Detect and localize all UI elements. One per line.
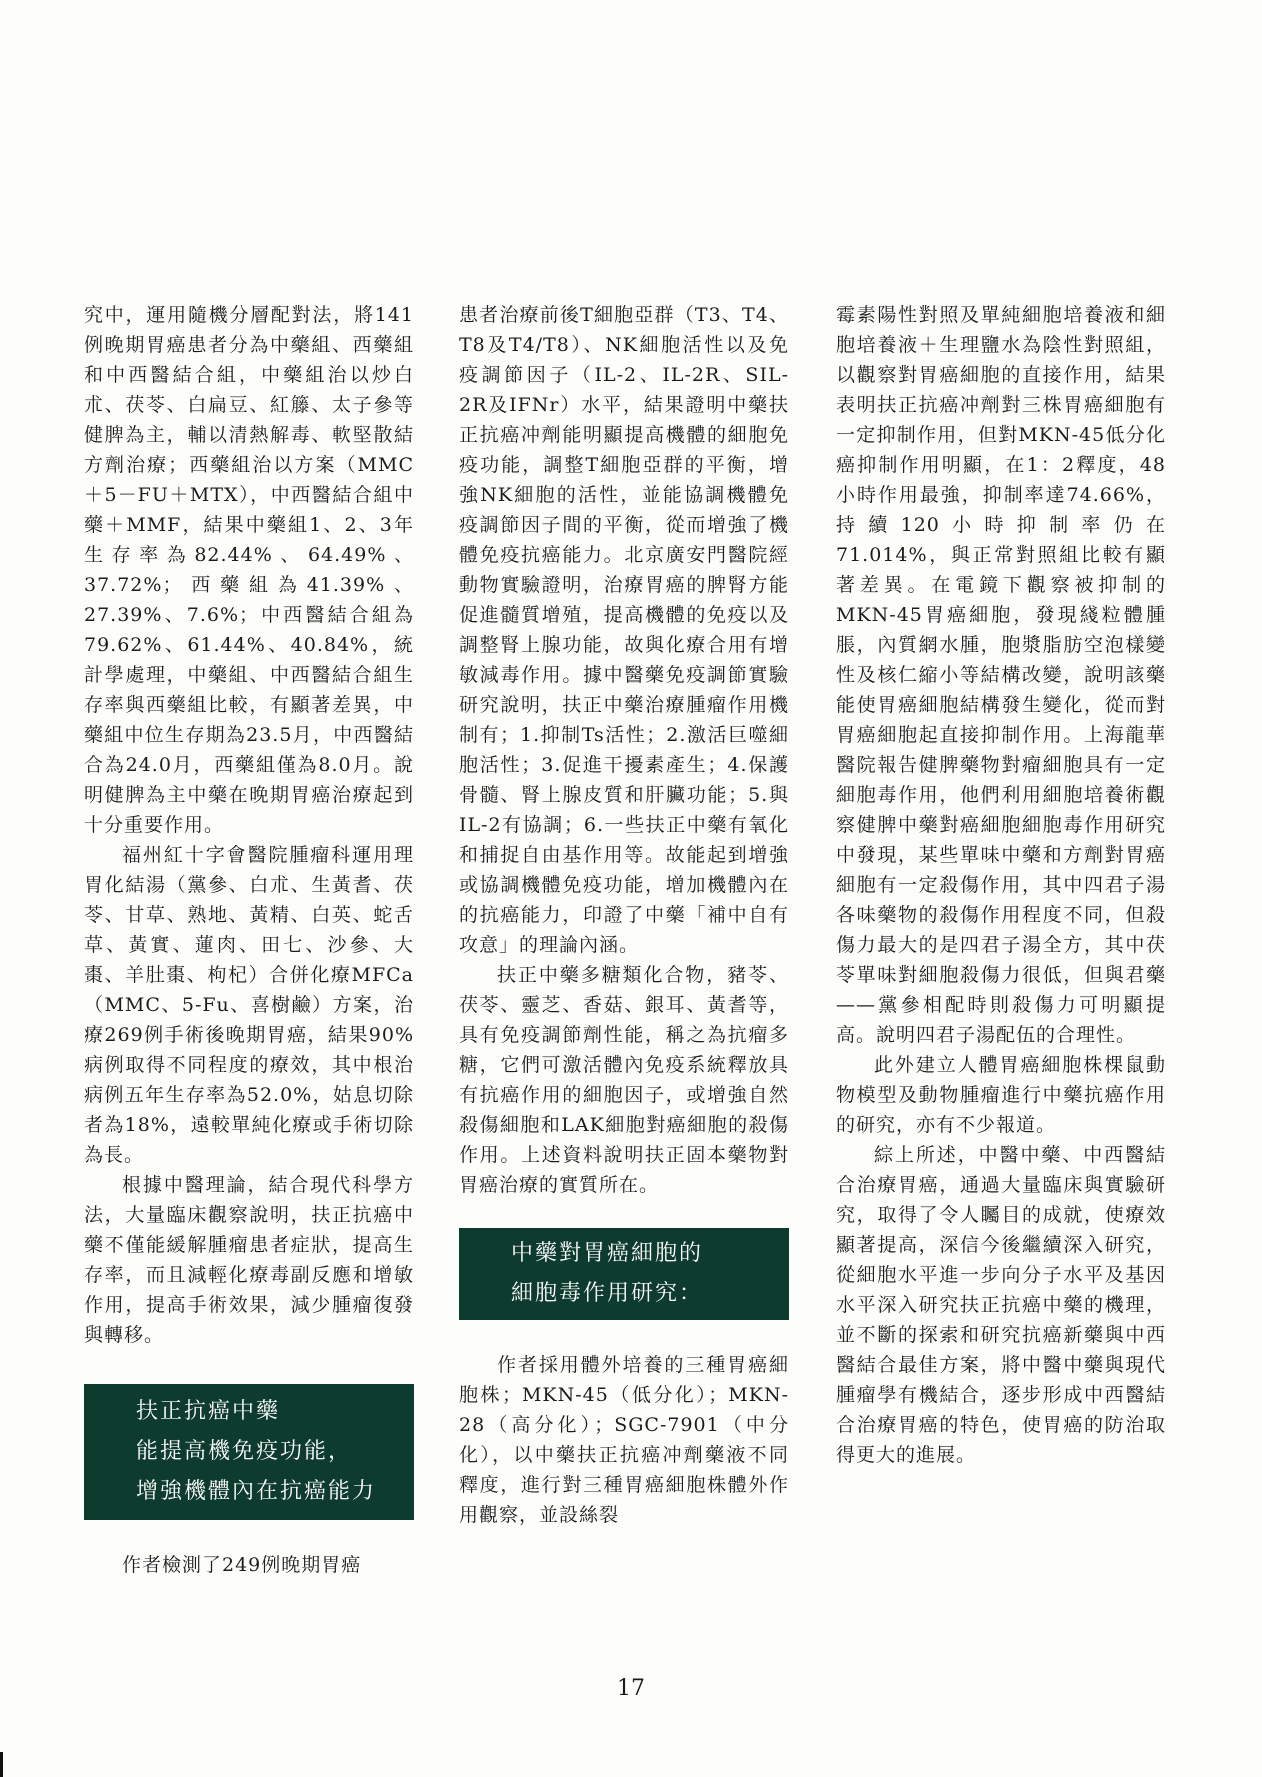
column-3 xyxy=(836,300,1166,1470)
paragraph: 福州紅十字會醫院腫瘤科運用理胃化結湯（黨參、白朮、生黃耆、茯苓、甘草、熟地、黃精、白英、蛇舌草、黃實、蓮肉、田七、沙參、大棗、羊肚棗、枸杞）合併化療MFCa（MMC、5-Fu、喜樹鹼）方案，治療269例手術後晚期胃癌，結果90%病例取得不同程度的療效，其中根治病例五年生存率為52.0%，姑息切除者為18%，遠較單純化療或手術切除為長。 xyxy=(84,844,414,1166)
column-1 xyxy=(84,300,414,1580)
heading-line: 中藥對胃癌細胞的 xyxy=(511,1241,704,1266)
scan-edge-mark xyxy=(0,1752,3,1777)
paragraph: 扶正中藥多糖類化合物，豬苓、茯苓、靈芝、香菇、銀耳、黃耆等，具有免疫調節劑性能，稱之為抗瘤多糖，它們可激活體內免疫系統釋放具有抗癌作用的細胞因子，或增強自然殺傷細胞和LAK細胞對癌細胞的殺傷作用。上述資料說明扶正固本藥物對胃癌治療的實質所在。 xyxy=(459,964,789,1196)
paragraph: 患者治療前後T細胞亞群（T3、T4、T8及T4/T8）、NK細胞活性以及免疫調節因子（IL-2、IL-2R、SIL-2R及IFNr）水平，結果證明中藥扶正抗癌冲劑能明顯提高機體的細胞免疫功能，調整T細胞亞群的平衡，增強NK細胞的活性，並能協調機體免疫調節因子間的平衡，從而增強了機體免疫抗癌能力。北京廣安門醫院經動物實驗證明，治療胃癌的脾腎方能促進髓質增殖，提高機體的免疫以及調整腎上腺功能，故與化療合用有增敏減毒作用。據中醫藥免疫調節實驗研究說明，扶正中藥治療腫瘤作用機制有；1.抑制Ts活性；2.激活巨噬細胞活性；3.促進干擾素產生；4.保護骨髓、腎上腺皮質和肝臟功能；5.與IL-2有協調；6.一些扶正中藥有氧化和捕捉自由基作用等。故能起到增強或協調機體免疫功能，增加機體內在的抗癌能力，印證了中藥「補中自有攻意」的理論內涵。 xyxy=(459,304,789,956)
heading-line: 增強機體內在抗癌能力 xyxy=(136,1479,377,1504)
paragraph: 此外建立人體胃癌細胞株棵鼠動物模型及動物腫瘤進行中藥抗癌作用的研究，亦有不少報道。 xyxy=(836,1054,1166,1136)
heading-line: 扶正抗癌中藥 xyxy=(136,1399,281,1424)
heading-line: 細胞毒作用研究： xyxy=(511,1281,704,1306)
column-2 xyxy=(459,300,789,1530)
page-number: 17 xyxy=(617,1676,645,1701)
heading-line: 能提高機免疫功能， xyxy=(136,1439,353,1464)
paragraph: 究中，運用隨機分層配對法，將141例晚期胃癌患者分為中藥組、西藥組和中西醫結合組，中藥組治以炒白朮、茯苓、白扁豆、紅籐、太子參等健脾為主，輔以清熱解毒、軟堅散結方劑治療；西藥組治以方案（MMC＋5－FU＋MTX），中西醫結合組中藥＋MMF，結果中藥組1、2、3年生存率為82.44%、64.49%、37.72%；西藥組為41.39%、27.39%、7.6%；中西醫結合組為79.62%、61.44%、40.84%，統計學處理，中藥組、中西醫結合組生存率與西藥組比較，有顯著差異，中藥組中位生存期為23.5月，中西醫結合為24.0月，西藥組僅為8.0月。說明健脾為主中藥在晚期胃癌治療起到十分重要作用。 xyxy=(84,304,414,836)
paragraph: 霉素陽性對照及單純細胞培養液和細胞培養液＋生理鹽水為陰性對照組，以觀察對胃癌細胞的直接作用，結果表明扶正抗癌冲劑對三株胃癌細胞有一定抑制作用，但對MKN-45低分化癌抑制作用明顯，在1：2釋度，48小時作用最強，抑制率達74.66%，持續120小時抑制率仍在71.014%，與正常對照組比較有顯著差異。在電鏡下觀察被抑制的MKN-45胃癌細胞，發現綫粒體腫脹，內質網水腫，胞漿脂肪空泡樣變性及核仁縮小等結構改變，說明該藥能使胃癌細胞結構發生變化，從而對胃癌細胞起直接抑制作用。上海龍華醫院報告健脾藥物對瘤細胞具有一定細胞毒作用，他們利用細胞培養術觀察健脾中藥對癌細胞細胞毒作用研究中發現，某些單味中藥和方劑對胃癌細胞有一定殺傷作用，其中四君子湯各味藥物的殺傷作用程度不同，但殺傷力最大的是四君子湯全方，其中茯苓單味對細胞殺傷力很低，但與君藥——黨參相配時則殺傷力可明顯提高。說明四君子湯配伍的合理性。 xyxy=(836,304,1166,1046)
section-heading-cytotoxicity xyxy=(459,1228,789,1320)
paragraph: 作者檢測了249例晚期胃癌 xyxy=(122,1554,362,1576)
section-heading-immunity xyxy=(84,1384,414,1520)
paragraph: 作者採用體外培養的三種胃癌細胞株；MKN-45（低分化）；MKN-28（高分化）；SGC-7901（中分化），以中藥扶正抗癌冲劑藥液不同釋度，進行對三種胃癌細胞株體外作用觀察，並設絲裂 xyxy=(459,1354,789,1526)
paragraph: 根據中醫理論，結合現代科學方法，大量臨床觀察說明，扶正抗癌中藥不僅能緩解腫瘤患者症狀，提高生存率，而且減輕化療毒副反應和增敏作用，提高手術效果，減少腫瘤復發與轉移。 xyxy=(84,1174,414,1346)
paragraph: 綜上所述，中醫中藥、中西醫結合治療胃癌，通過大量臨床與實驗研究，取得了令人矚目的成就，使療效顯著提高，深信今後繼續深入研究，從細胞水平進一步向分子水平及基因水平深入研究扶正抗癌中藥的機理，並不斷的探索和研究抗癌新藥與中西醫結合最佳方案，將中醫中藥與現代腫瘤學有機結合，逐步形成中西醫結合治療胃癌的特色，使胃癌的防治取得更大的進展。 xyxy=(836,1144,1166,1466)
